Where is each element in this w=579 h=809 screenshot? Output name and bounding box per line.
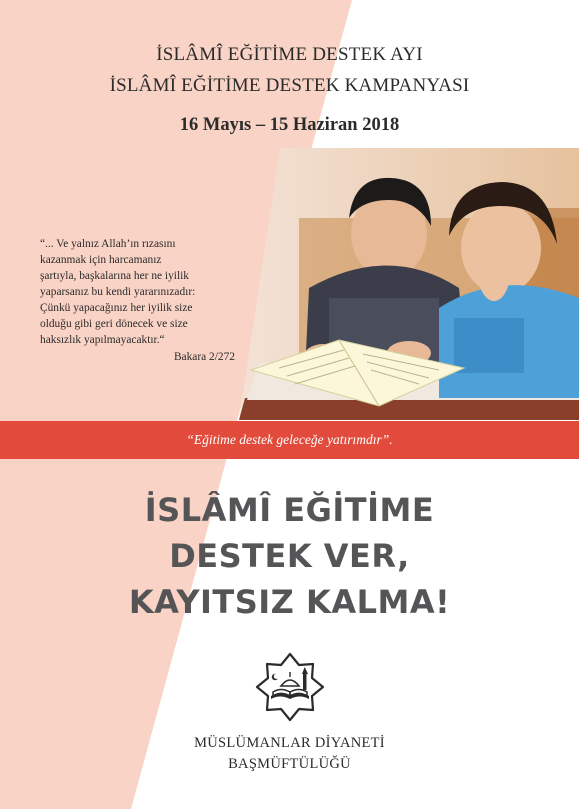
headline-line-2: DESTEK VER, [169, 537, 410, 575]
organization-name-line-1: MÜSLÜMANLAR DİYANETİ [194, 735, 385, 751]
verse-quote-source: Bakara 2/272 [173, 351, 235, 363]
organization-name-line-2: BAŞMÜFTÜLÜĞÜ [228, 756, 351, 772]
campaign-title-line-2: İSLÂMÎ EĞİTİME DESTEK KAMPANYASI [109, 75, 470, 96]
star-mosque-book-logo [255, 652, 325, 722]
verse-quote-text: “... Ve yalnız Allah’ın rızasını kazanmak için harcamanız şartıyla, başkalarına her ne iyilik yaparsanız bu kendi yararınızadır: Çünkü yapacağınız her iyilik size olduğu gibi geri dönecek ve size haksızlık yapılmayacaktır.“ [40, 238, 196, 346]
headline-line-3: KAYITSIZ KALMA! [128, 583, 451, 621]
headline-line-1: İSLÂMÎ EĞİTİME [144, 491, 435, 529]
campaign-dates: 16 Mayıs – 15 Haziran 2018 [179, 115, 400, 135]
slogan-text: “Eğitime destek geleceğe yatırımdır”. [186, 432, 393, 447]
slogan-band [0, 421, 579, 459]
children-reading-photo [239, 148, 579, 420]
verse-quote [40, 236, 250, 365]
campaign-title-line-1: İSLÂMÎ EĞİTİME DESTEK AYI [156, 44, 423, 65]
